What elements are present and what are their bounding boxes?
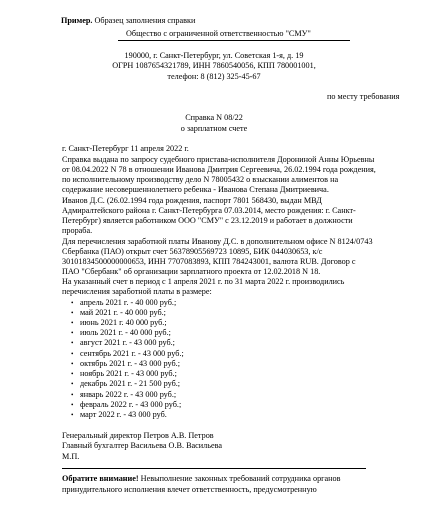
company-address: 190000, г. Санкт-Петербург, ул. Советская 1-я, д. 19 <box>124 51 304 60</box>
document-subtitle: о зарплатном счете <box>180 124 248 133</box>
bullet-icon: • <box>71 329 74 337</box>
bullet-icon: • <box>71 411 74 419</box>
accountant-signature: Главный бухгалтер Васильева О.В. Васильева <box>62 441 223 450</box>
paragraph4-line: На указанный счет в период с 1 апреля 2021 г. по 31 марта 2022 г. производились <box>62 277 345 286</box>
bullet-icon: • <box>71 350 74 358</box>
city-date: г. Санкт-Петербург 11 апреля 2022 г. <box>62 144 189 153</box>
payment-item: ноябрь 2021 г. - 43 000 руб.; <box>80 369 177 378</box>
payment-item: май 2021 г. - 40 000 руб.; <box>80 308 166 317</box>
notice-divider <box>62 468 366 469</box>
intro-bold: Пример. <box>61 16 93 25</box>
stamp-place: М.П. <box>62 452 80 461</box>
paragraph2-line: Адмиралтейского района г. Санкт-Петербурга 07.03.2014, место рождения: г. Санкт- <box>62 206 356 215</box>
paragraph1-line: содержание несовершеннолетнего ребенка - Иванова Степана Дмитриевича. <box>62 185 329 194</box>
intro-line <box>61 16 195 26</box>
bullet-icon: • <box>71 299 74 307</box>
paragraph1-line: от 08.04.2022 N 78 в отношении Иванова Дмитрия Сергеевича, 26.02.1994 года рождения, <box>62 165 376 174</box>
company-underline <box>118 40 350 41</box>
bullet-icon: • <box>71 360 74 368</box>
bullet-icon: • <box>71 391 74 399</box>
paragraph2-line: Иванов Д.С. (26.02.1994 года рождения, паспорт 7801 568430, выдан МВД <box>62 196 322 205</box>
paragraph4-line: перечисления заработной платы в размере: <box>62 287 212 296</box>
payment-item: февраль 2022 г. - 43 000 руб.; <box>80 400 182 409</box>
bullet-icon: • <box>71 319 74 327</box>
bullet-icon: • <box>71 401 74 409</box>
notice-line1 <box>62 474 341 484</box>
document-title: Справка N 08/22 <box>185 113 243 122</box>
paragraph3-line: ПАО "Сбербанк" об организации зарплатного проекта от 12.02.2018 N 18. <box>62 267 321 276</box>
payment-item: июнь 2021 г. 40 000 руб.; <box>80 318 167 327</box>
paragraph1-line: по исполнительному производству дело N 78005432 о взыскании алиментов на <box>62 175 339 184</box>
bullet-icon: • <box>71 309 74 317</box>
company-phone: телефон: 8 (812) 325-45-67 <box>167 72 261 81</box>
paragraph3-line: Для перечисления заработной платы Иванову Д.С. в дополнительном офисе N 8124/0743 <box>62 237 373 246</box>
payment-item: октябрь 2021 г. - 43 000 руб.; <box>80 359 180 368</box>
company-registration: ОГРН 1087654321789, ИНН 7860540056, КПП 780001001, <box>112 61 316 70</box>
paragraph2-line: прораба. <box>62 226 93 235</box>
payment-item: сентябрь 2021 г. - 43 000 руб.; <box>80 349 184 358</box>
recipient: по месту требования <box>327 92 400 101</box>
paragraph3-line: Сбербанка (ПАО) открыт счет 56378905569723 10895, БИК 044030653, к/с <box>62 247 323 256</box>
paragraph3-line: 30101834500000000653, ИНН 7707083893, КПП 784243001, валюта RUB. Договор с <box>62 257 356 266</box>
bullet-icon: • <box>71 339 74 347</box>
director-signature: Генеральный директор Петров А.В. Петров <box>62 431 214 440</box>
bullet-icon: • <box>71 380 74 388</box>
notice-text: Невыполнение законных требований сотрудника органов <box>140 474 341 483</box>
payment-item: декабрь 2021 г. - 21 500 руб.; <box>80 379 181 388</box>
intro-text: Образец заполнения справки <box>94 16 196 25</box>
company-name: Общество с ограниченной ответственностью "СМУ" <box>126 29 311 38</box>
notice-bold: Обратите внимание! <box>62 474 139 483</box>
notice-line2: принудительного исполнения влечет ответственность, предусмотренную <box>62 485 317 494</box>
bullet-icon: • <box>71 370 74 378</box>
paragraph2-line: Петербург) является работником ООО "СМУ" с 23.12.2019 и работает в должности <box>62 216 353 225</box>
paragraph1-line: Справка выдана по запросу судебного пристава-исполнителя Дорониной Анны Юрьевны <box>62 155 375 164</box>
payment-item: январь 2022 г. - 43 000 руб.; <box>80 390 177 399</box>
payment-item: апрель 2021 г. - 40 000 руб.; <box>80 298 177 307</box>
payment-item: июль 2021 г. - 40 000 руб.; <box>80 328 171 337</box>
payment-item: август 2021 г. - 43 000 руб.; <box>80 338 175 347</box>
payment-item: март 2022 г. - 43 000 руб. <box>80 410 167 419</box>
